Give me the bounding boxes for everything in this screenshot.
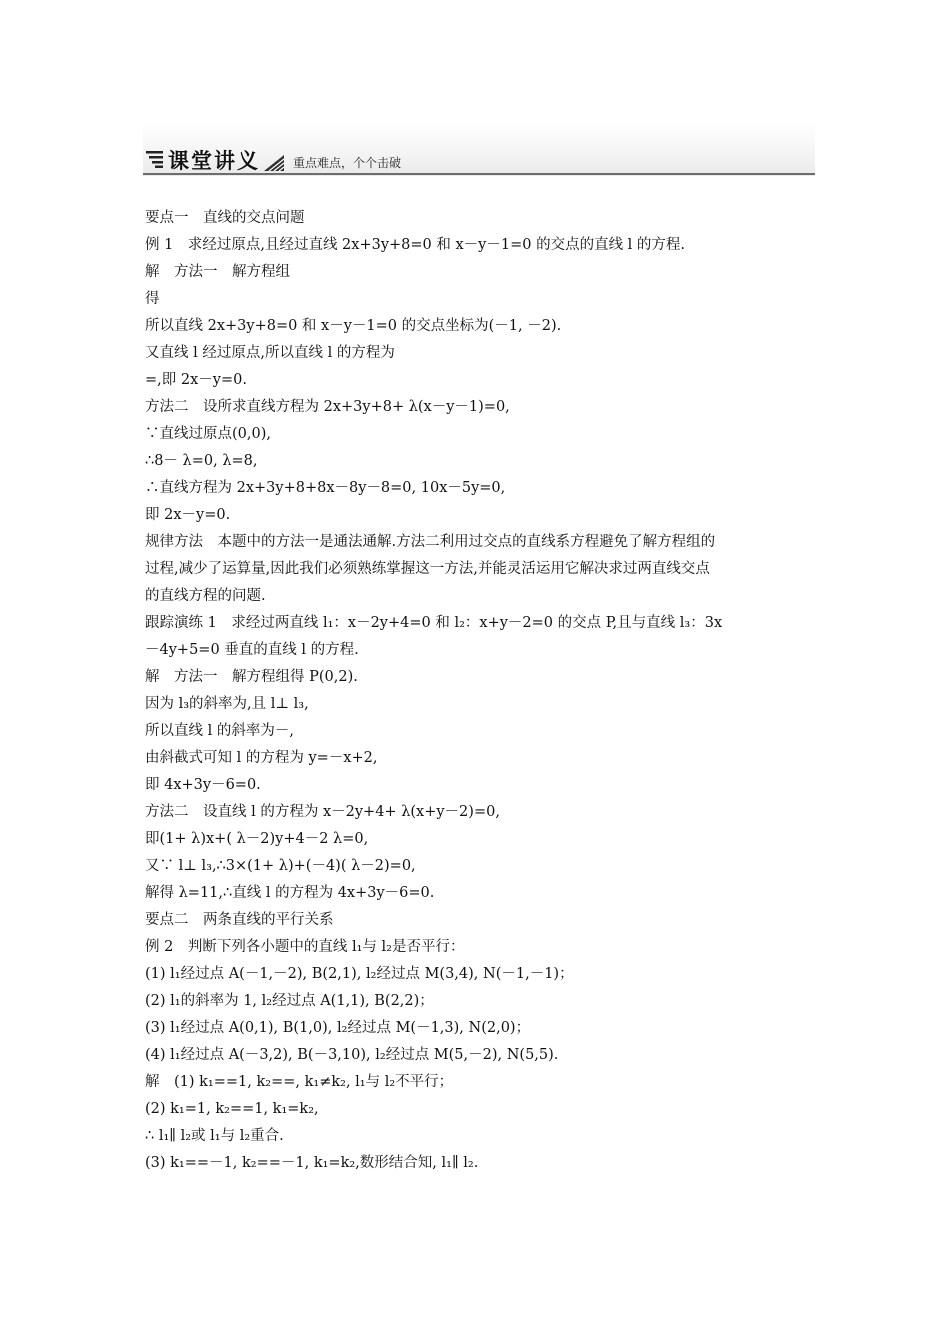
text-line: 解得 λ=11,∴直线 l 的方程为 4x+3y－6=0. (145, 885, 435, 901)
text-line: 得 (145, 291, 160, 307)
practice-1-question: 跟踪演练 1 求经过两直线 l₁：x－2y+4=0 和 l₂：x+y－2=0 的交点 P,且与直线 l₃：3x (145, 615, 723, 631)
example-1-question: 例 1 求经过原点,且经过直线 2x+3y+8=0 和 x－y－1=0 的交点的直线 l 的方程. (145, 237, 686, 253)
text-line: (1) l₁经过点 A(－1,－2), B(2,1), l₂经过点 M(3,4), N(－1,－1)； (145, 966, 574, 982)
text-line: ∵直线过原点(0,0), (145, 426, 271, 442)
heading-point-1: 要点一 直线的交点问题 (145, 210, 305, 226)
document-body (145, 205, 817, 1177)
text-line: 由斜截式可知 l 的方程为 y=－x+2, (145, 750, 378, 766)
method-summary-line: 规律方法 本题中的方法一是通法通解.方法二利用过交点的直线系方程避免了解方程组的 (145, 534, 716, 550)
text-line: ∴ l₁∥ l₂或 l₁与 l₂重合. (145, 1128, 284, 1144)
example-2-question: 例 2 判断下列各小题中的直线 l₁与 l₂是否平行： (145, 939, 465, 955)
method-summary-line: 的直线方程的问题. (145, 588, 266, 604)
text-line: 又∵ l⊥ l₃,∴3×(1+ λ)+(－4)( λ－2)=0, (145, 858, 416, 874)
text-line: 解 方法一 解方程组 (145, 264, 290, 280)
text-line: (4) l₁经过点 A(－3,2), B(－3,10), l₂经过点 M(5,－2), N(5,5). (145, 1047, 559, 1063)
text-line: 解 方法一 解方程组得 P(0,2). (145, 669, 358, 685)
text-line: ∴8－ λ=0, λ=8, (145, 453, 258, 469)
heading-point-2: 要点二 两条直线的平行关系 (145, 912, 334, 928)
text-line: (2) k₁=1, k₂==1, k₁=k₂, (145, 1101, 319, 1117)
text-line: 即 2x－y=0. (145, 507, 231, 523)
text-line: 因为 l₃的斜率为,且 l⊥ l₃, (145, 696, 309, 712)
text-line: 又直线 l 经过原点,所以直线 l 的方程为 (145, 345, 395, 361)
text-line: (3) l₁经过点 A(0,1), B(1,0), l₂经过点 M(－1,3), N(2,0)； (145, 1020, 531, 1036)
method-summary-line: 过程,减少了运算量,因此我们必须熟练掌握这一方法,并能灵活运用它解决求过两直线交点 (145, 561, 710, 577)
text-line: (3) k₁==－1, k₂==－1, k₁=k₂,数形结合知, l₁∥ l₂. (145, 1155, 479, 1171)
text-line: 方法二 设直线 l 的方程为 x－2y+4+ λ(x+y－2)=0, (145, 804, 500, 820)
text-line: 方法二 设所求直线方程为 2x+3y+8+ λ(x－y－1)=0, (145, 399, 510, 415)
text-line: 解 (1) k₁==1, k₂==, k₁≠k₂, l₁与 l₂不平行； (145, 1074, 454, 1090)
stripes-icon (146, 150, 164, 168)
text-line: ∴直线方程为 2x+3y+8+8x－8y－8=0, 10x－5y=0, (145, 480, 506, 496)
text-line: 即 4x+3y－6=0. (145, 777, 261, 793)
text-line: (2) l₁的斜率为 1, l₂经过点 A(1,1), B(2,2)； (145, 993, 434, 1009)
text-line: 所以直线 2x+3y+8=0 和 x－y－1=0 的交点坐标为(－1, －2). (145, 318, 562, 334)
striped-triangle-icon (264, 155, 284, 171)
practice-1-question: －4y+5=0 垂直的直线 l 的方程. (145, 642, 359, 658)
section-subtitle: 重点难点，个个击破 (293, 156, 402, 170)
text-line: =,即 2x－y=0. (145, 372, 247, 388)
section-title: 课堂讲义 (168, 149, 260, 173)
text-line: 即(1+ λ)x+( λ－2)y+4－2 λ=0, (145, 831, 369, 847)
text-line: 所以直线 l 的斜率为－, (145, 723, 294, 739)
